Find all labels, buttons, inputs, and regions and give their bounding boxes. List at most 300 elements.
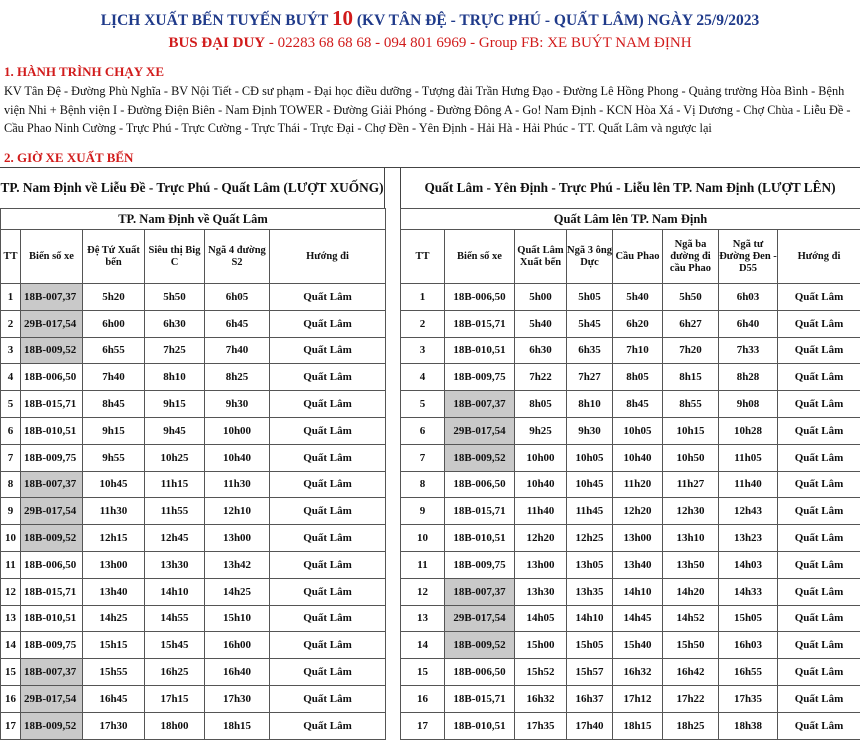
table-cell: 13h00 [515,551,567,578]
table-cell: 17h35 [515,712,567,739]
plate-cell: 18B-009,75 [21,444,83,471]
column-header: Hướng đi [270,230,386,284]
table-cell: 8h10 [567,391,613,418]
table-cell: Quất Lâm [778,578,860,605]
column-header: TT [401,230,445,284]
table-cell: 13h42 [205,551,270,578]
table-row [1,337,386,364]
plate-cell: 18B-009,52 [21,337,83,364]
table-cell: 13h00 [613,525,663,552]
table-cell: Quất Lâm [778,685,860,712]
table-cell: Quất Lâm [778,498,860,525]
table-row [401,391,860,418]
table-cell: 9h55 [83,444,145,471]
table-cell: 11h40 [719,471,778,498]
plate-cell: 18B-007,37 [445,578,515,605]
table-cell: 5 [1,391,21,418]
table-cell: 15 [401,659,445,686]
table-cell: 10h40 [205,444,270,471]
column-header: Ngã ba đường đi cầu Phao [663,230,719,284]
table-cell: 10 [1,525,21,552]
table-cell: 6h27 [663,310,719,337]
table-cell: 1 [401,284,445,311]
plate-cell: 18B-015,71 [445,498,515,525]
table-cell: 13h40 [613,551,663,578]
plate-cell: 18B-006,50 [21,551,83,578]
table-cell: 6h20 [613,310,663,337]
table-cell: 12h10 [205,498,270,525]
plate-cell: 18B-010,51 [445,525,515,552]
table-cell: 7h40 [205,337,270,364]
table-row [401,364,860,391]
table-cell: 10h40 [515,471,567,498]
plate-cell: 29B-017,54 [445,605,515,632]
schedule-heading: 2. GIỜ XE XUẤT BẾN [4,150,133,166]
left-schedule-table [0,208,386,740]
table-row [1,551,386,578]
table-cell: 5h50 [145,284,205,311]
left-direction-title: TP. Nam Định về Liễu Đề - Trực Phú - Quất Lâm (LƯỢT XUỐNG) [0,180,384,196]
plate-cell: 18B-006,50 [445,471,515,498]
table-cell: 4 [1,364,21,391]
table-cell: Quất Lâm [270,498,386,525]
table-cell: 14h45 [613,605,663,632]
table-cell: 15h50 [663,632,719,659]
table-cell: Quất Lâm [270,632,386,659]
divider [384,167,385,208]
table-row [1,605,386,632]
table-cell: 2 [401,310,445,337]
table-cell: Quất Lâm [778,284,860,311]
table-cell: Quất Lâm [270,337,386,364]
table-cell: 14h25 [83,605,145,632]
table-cell: 8 [401,471,445,498]
table-cell: Quất Lâm [270,659,386,686]
table-cell: Quất Lâm [778,605,860,632]
table-cell: Quất Lâm [270,444,386,471]
table-cell: 12h15 [83,525,145,552]
table-cell: 11 [401,551,445,578]
plate-cell: 18B-015,71 [21,578,83,605]
table-cell: 11h30 [83,498,145,525]
table-row [401,417,860,444]
table-cell: Quất Lâm [778,337,860,364]
table-cell: 8 [1,471,21,498]
table-cell: 12h30 [663,498,719,525]
plate-cell: 18B-010,51 [445,337,515,364]
table-cell: 15h52 [515,659,567,686]
table-cell: 9h15 [83,417,145,444]
table-row [1,659,386,686]
table-cell: 11h40 [515,498,567,525]
column-header: Ngã tư Đường Đen - D55 [719,230,778,284]
table-cell: 10h05 [613,417,663,444]
plate-cell: 29B-017,54 [21,310,83,337]
table-cell: 5h45 [567,310,613,337]
plate-cell: 18B-010,51 [21,417,83,444]
table-cell: 12 [401,578,445,605]
column-header: Đệ Tứ Xuất bến [83,230,145,284]
table-cell: Quất Lâm [270,605,386,632]
table-row [401,310,860,337]
table-cell: 11h20 [613,471,663,498]
table-cell: 7 [401,444,445,471]
table-cell: 7h40 [83,364,145,391]
table-cell: 6h03 [719,284,778,311]
table-cell: 12h45 [145,525,205,552]
table-row [1,391,386,418]
table-cell: 13h00 [83,551,145,578]
table-cell: 5h40 [613,284,663,311]
table-cell: 9h08 [719,391,778,418]
table-cell: 16h03 [719,632,778,659]
column-header: Ngã 3 ông Dực [567,230,613,284]
table-row [401,525,860,552]
table-cell: 15 [1,659,21,686]
table-cell: 6h00 [83,310,145,337]
plate-cell: 18B-009,52 [445,632,515,659]
table-cell: 15h45 [145,632,205,659]
plate-cell: 18B-007,37 [21,659,83,686]
table-row [1,444,386,471]
table-cell: 9h30 [205,391,270,418]
table-cell: 8h45 [613,391,663,418]
table-cell: 16h32 [613,659,663,686]
table-cell: 6h05 [205,284,270,311]
table-cell: 14h25 [205,578,270,605]
table-cell: 8h28 [719,364,778,391]
table-cell: 6h40 [719,310,778,337]
table-cell: Quất Lâm [270,364,386,391]
table-cell: 17h12 [613,685,663,712]
table-cell: 10h00 [205,417,270,444]
table-row [1,471,386,498]
table-cell: 17h15 [145,685,205,712]
table-cell: 13h10 [663,525,719,552]
title-prefix: LỊCH XUẤT BẾN TUYẾN BUÝT [101,12,328,29]
route-description: KV Tân Đệ - Đường Phù Nghĩa - BV Nội Tiết - CĐ sư phạm - Đại học điều dưỡng - Tượng đài Trần Hưng Đạo - Đường Lê Hồng Phong - Quảng trường Hòa Bình - Bệnh viện Nhi + Bệnh viện I - Đường Điện Biên - Nam Định TOWER - Đường Giải Phóng - Đường Đông A - Go! Nam Định - KCN Hòa Xá - Vị Dương - Chợ Chùa - Liễu Đề - Cầu Phao Ninh Cường - Trực Phú - Trực Cường - Trực Thái - Trực Đại - Chợ Đền - Yên Định - Hải Hà - Hải Phúc - TT. Quất Lâm và ngược lại [4,82,856,138]
table-cell: Quất Lâm [778,417,860,444]
table-cell: 9h25 [515,417,567,444]
table-row [1,284,386,311]
table-row [1,712,386,739]
right-schedule-table [400,208,860,740]
table-cell: 9h30 [567,417,613,444]
column-header: Siêu thị Big C [145,230,205,284]
table-cell: 7h33 [719,337,778,364]
table-row [1,578,386,605]
table-cell: Quất Lâm [270,685,386,712]
table-cell: Quất Lâm [778,632,860,659]
table-cell: 12h20 [515,525,567,552]
plate-cell: 18B-009,75 [21,632,83,659]
table-row [1,685,386,712]
table-cell: 8h05 [613,364,663,391]
table-cell: 8h10 [145,364,205,391]
table-cell: 6h45 [205,310,270,337]
table-cell: 14 [1,632,21,659]
plate-cell: 18B-007,37 [21,284,83,311]
table-cell: 14h10 [145,578,205,605]
table-row [1,417,386,444]
table-cell: 16 [401,685,445,712]
table-cell: 12 [1,578,21,605]
table-cell: Quất Lâm [778,525,860,552]
table-cell: 8h15 [663,364,719,391]
table-cell: 8h25 [205,364,270,391]
table-cell: 7h20 [663,337,719,364]
table-cell: Quất Lâm [778,444,860,471]
table-cell: 11 [1,551,21,578]
table-cell: 5h40 [515,310,567,337]
table-cell: 13h23 [719,525,778,552]
table-cell: 13h30 [145,551,205,578]
table-cell: Quất Lâm [778,712,860,739]
table-cell: Quất Lâm [778,364,860,391]
plate-cell: 18B-007,37 [21,471,83,498]
plate-cell: 29B-017,54 [445,417,515,444]
plate-cell: 18B-009,75 [445,551,515,578]
table-cell: Quất Lâm [270,712,386,739]
table-cell: Quất Lâm [778,471,860,498]
table-cell: 14h52 [663,605,719,632]
table-cell: 16h25 [145,659,205,686]
table-cell: 11h30 [205,471,270,498]
table-row [401,444,860,471]
table-cell: 14h05 [515,605,567,632]
table-cell: 15h15 [83,632,145,659]
contact-info: - 02283 68 68 68 - 094 801 6969 - Group FB: XE BUÝT NAM ĐỊNH [265,35,691,51]
table-row [401,578,860,605]
route-heading: 1. HÀNH TRÌNH CHẠY XE [4,64,164,80]
divider [400,167,401,208]
table-cell: 10h28 [719,417,778,444]
table-row [401,498,860,525]
table-row [401,284,860,311]
table-cell: 18h15 [613,712,663,739]
route-number: 10 [332,6,353,30]
right-table-caption: Quất Lâm lên TP. Nam Định [401,209,860,230]
table-cell: 9h45 [145,417,205,444]
table-cell: Quất Lâm [270,525,386,552]
table-cell: Quất Lâm [778,310,860,337]
table-cell: 13h05 [567,551,613,578]
table-cell: 9h15 [145,391,205,418]
table-cell: 6 [401,417,445,444]
table-cell: 3 [401,337,445,364]
table-row [401,337,860,364]
table-cell: 15h00 [515,632,567,659]
table-row [401,685,860,712]
table-cell: Quất Lâm [270,310,386,337]
table-cell: 6h55 [83,337,145,364]
table-cell: 15h55 [83,659,145,686]
table-cell: 5h05 [567,284,613,311]
table-cell: 17 [1,712,21,739]
table-cell: 6 [1,417,21,444]
table-cell: 4 [401,364,445,391]
table-cell: 14h10 [613,578,663,605]
table-cell: 7h10 [613,337,663,364]
table-cell: Quất Lâm [778,659,860,686]
table-cell: 13 [1,605,21,632]
table-cell: 7 [1,444,21,471]
plate-cell: 18B-006,50 [445,659,515,686]
table-cell: 15h10 [205,605,270,632]
table-cell: 16h00 [205,632,270,659]
table-cell: 13h00 [205,525,270,552]
column-header: Biển số xe [21,230,83,284]
table-row [1,310,386,337]
plate-cell: 18B-009,52 [21,712,83,739]
table-cell: 3 [1,337,21,364]
table-row [401,659,860,686]
plate-cell: 18B-010,51 [21,605,83,632]
table-cell: 15h40 [613,632,663,659]
table-cell: 16 [1,685,21,712]
table-cell: 10h45 [567,471,613,498]
table-cell: Quất Lâm [270,417,386,444]
table-cell: 16h55 [719,659,778,686]
table-cell: Quất Lâm [778,391,860,418]
table-cell: 13h50 [663,551,719,578]
table-row [401,712,860,739]
table-cell: 18h00 [145,712,205,739]
plate-cell: 18B-009,52 [445,444,515,471]
table-cell: Quất Lâm [270,391,386,418]
table-cell: 16h45 [83,685,145,712]
table-cell: 2 [1,310,21,337]
table-cell: 10h50 [663,444,719,471]
table-cell: 13h30 [515,578,567,605]
plate-cell: 18B-007,37 [445,391,515,418]
column-header: Quất Lâm Xuất bến [515,230,567,284]
table-cell: 18h38 [719,712,778,739]
table-row [1,632,386,659]
table-cell: 14h03 [719,551,778,578]
table-cell: 16h42 [663,659,719,686]
table-row [401,605,860,632]
table-cell: Quất Lâm [270,578,386,605]
table-cell: 10h40 [613,444,663,471]
table-cell: 17h30 [83,712,145,739]
table-cell: 8h55 [663,391,719,418]
plate-cell: 18B-006,50 [445,284,515,311]
company-name: BUS ĐẠI DUY [168,35,265,51]
page-title [0,6,860,31]
table-cell: 10 [401,525,445,552]
table-cell: 6h35 [567,337,613,364]
table-row [401,632,860,659]
table-cell: 7h27 [567,364,613,391]
table-cell: 16h32 [515,685,567,712]
table-cell: 16h40 [205,659,270,686]
plate-cell: 18B-010,51 [445,712,515,739]
table-cell: 14h10 [567,605,613,632]
table-cell: 14h33 [719,578,778,605]
table-row [1,525,386,552]
table-cell: Quất Lâm [778,551,860,578]
table-cell: 11h05 [719,444,778,471]
plate-cell: 18B-006,50 [21,364,83,391]
column-header: Cầu Phao [613,230,663,284]
table-cell: 6h30 [515,337,567,364]
table-cell: Quất Lâm [270,471,386,498]
table-cell: 11h15 [145,471,205,498]
table-cell: 12h43 [719,498,778,525]
table-cell: 10h15 [663,417,719,444]
table-cell: 18h25 [663,712,719,739]
table-row [401,551,860,578]
table-cell: 12h20 [613,498,663,525]
table-cell: 6h30 [145,310,205,337]
table-cell: 10h25 [145,444,205,471]
table-cell: 14h55 [145,605,205,632]
column-header: Biển số xe [445,230,515,284]
table-cell: 1 [1,284,21,311]
table-cell: 8h05 [515,391,567,418]
table-cell: 14 [401,632,445,659]
table-cell: 16h37 [567,685,613,712]
table-cell: 9 [401,498,445,525]
plate-cell: 29B-017,54 [21,498,83,525]
table-cell: 17h35 [719,685,778,712]
left-table-caption: TP. Nam Định về Quất Lâm [1,209,386,230]
table-cell: Quất Lâm [270,551,386,578]
plate-cell: 18B-009,75 [445,364,515,391]
table-row [1,364,386,391]
table-cell: 5h00 [515,284,567,311]
column-header: TT [1,230,21,284]
table-cell: 13h40 [83,578,145,605]
table-cell: 18h15 [205,712,270,739]
table-cell: 10h05 [567,444,613,471]
plate-cell: 18B-015,71 [445,310,515,337]
right-direction-title: Quất Lâm - Yên Định - Trực Phú - Liễu lên TP. Nam Định (LƯỢT LÊN) [400,180,860,196]
table-cell: 12h25 [567,525,613,552]
table-row [401,471,860,498]
table-cell: 10h45 [83,471,145,498]
table-cell: 15h57 [567,659,613,686]
table-cell: 13h35 [567,578,613,605]
table-cell: 10h00 [515,444,567,471]
table-cell: 9 [1,498,21,525]
plate-cell: 29B-017,54 [21,685,83,712]
plate-cell: 18B-015,71 [445,685,515,712]
column-header: Ngã 4 đường S2 [205,230,270,284]
table-cell: 17h40 [567,712,613,739]
table-cell: 5 [401,391,445,418]
table-cell: 15h05 [719,605,778,632]
plate-cell: 18B-009,52 [21,525,83,552]
contact-line [0,35,860,52]
table-cell: 17h22 [663,685,719,712]
table-cell: 11h27 [663,471,719,498]
table-cell: 5h20 [83,284,145,311]
table-cell: Quất Lâm [270,284,386,311]
table-cell: 13 [401,605,445,632]
table-cell: 7h22 [515,364,567,391]
divider [0,167,860,168]
table-cell: 5h50 [663,284,719,311]
table-cell: 8h45 [83,391,145,418]
plate-cell: 18B-015,71 [21,391,83,418]
table-cell: 17 [401,712,445,739]
table-cell: 11h55 [145,498,205,525]
table-cell: 17h30 [205,685,270,712]
table-row [1,498,386,525]
table-cell: 7h25 [145,337,205,364]
